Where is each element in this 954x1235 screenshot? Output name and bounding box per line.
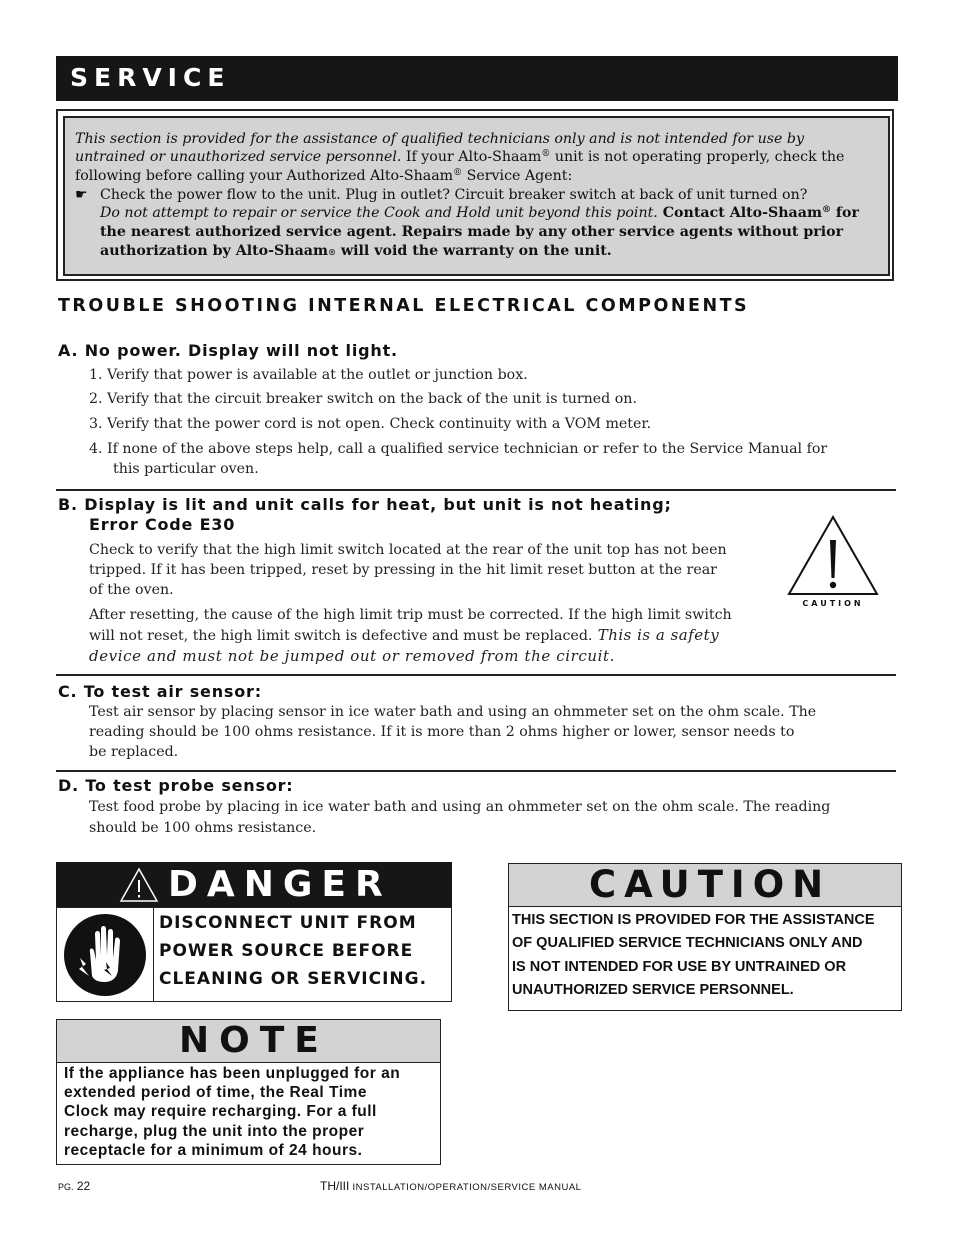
caution-line-1: THIS SECTION IS PROVIDED FOR THE ASSISTANCE	[512, 912, 875, 928]
section-b-para2-line1: After resetting, the cause of the high limit trip must be corrected. If the high limit switch	[89, 607, 732, 623]
caution-line-2: OF QUALIFIED SERVICE TECHNICIANS ONLY AND	[512, 935, 863, 951]
section-c-line-1: Test air sensor by placing sensor in ice water bath and using an ohmmeter set on the ohm scale. The	[89, 704, 817, 720]
section-a-step-1: 1. Verify that power is available at the outlet or junction box.	[89, 367, 528, 383]
intro-line-3: following before calling your Authorized Alto-Shaam® Service Agent:	[75, 168, 573, 184]
intro-line-6: the nearest authorized service agent. Repairs made by any other service agents without prior	[100, 224, 844, 240]
note-line-2: extended period of time, the Real Time	[64, 1084, 367, 1101]
section-a-heading: A. No power. Display will not light.	[58, 341, 398, 360]
section-b-heading-2: Error Code E30	[89, 515, 236, 534]
page-title: SERVICE	[70, 63, 231, 92]
section-b-para1-line3: of the oven.	[89, 582, 174, 598]
section-c-line-2: reading should be 100 ohms resistance. If it is more than 2 ohms higher or lower, sensor needs to	[89, 724, 795, 740]
section-b-para2-line3: device and must not be jumped out or removed from the circuit.	[89, 647, 616, 665]
danger-line-1: DISCONNECT UNIT FROM	[159, 913, 417, 933]
note-header	[56, 1019, 441, 1063]
section-a-step-3: 3. Verify that the power cord is not open. Check continuity with a VOM meter.	[89, 416, 652, 432]
section-b-para1-line2: tripped. If it has been tripped, reset by pressing in the hit limit reset button at the rear	[89, 562, 717, 578]
page-number: PG. 22	[58, 1179, 91, 1193]
electric-hand-icon	[62, 912, 148, 998]
caution-line-3: IS NOT INTENDED FOR USE BY UNTRAINED OR	[512, 959, 847, 975]
section-d-line-1: Test food probe by placing in ice water bath and using an ohmmeter set on the ohm scale. The reading	[89, 799, 831, 815]
note-line-3: Clock may require recharging. For a full	[64, 1103, 377, 1120]
note-line-5: receptacle for a minimum of 24 hours.	[64, 1142, 363, 1159]
danger-title: DANGER	[168, 864, 392, 905]
section-a-step-4-cont: this particular oven.	[113, 461, 259, 477]
danger-header	[56, 862, 452, 908]
section-c-line-3: be replaced.	[89, 744, 179, 760]
divider-rule	[56, 674, 896, 676]
section-b-heading: B. Display is lit and unit calls for heat, but unit is not heating;	[58, 495, 672, 514]
section-a-step-2: 2. Verify that the circuit breaker switch on the back of the unit is turned on.	[89, 391, 637, 407]
manual-title: TH/III INSTALLATION/OPERATION/SERVICE MANUAL	[320, 1179, 582, 1193]
divider-rule	[56, 770, 896, 772]
pointing-hand-icon: ☛	[75, 187, 88, 203]
note-line-1: If the appliance has been unplugged for an	[64, 1065, 401, 1082]
note-title: NOTE	[179, 1020, 329, 1061]
note-line-4: recharge, plug the unit into the proper	[64, 1123, 365, 1140]
caution-header	[508, 863, 902, 907]
intro-line-1: This section is provided for the assistance of qualified technicians only and is not intended for use by	[75, 131, 805, 147]
section-c-heading: C. To test air sensor:	[58, 682, 262, 701]
header-bar	[56, 56, 898, 101]
danger-line-2: POWER SOURCE BEFORE	[159, 941, 414, 961]
section-b-para2-line2: will not reset, the high limit switch is defective and must be replaced. This is a safety	[89, 626, 720, 644]
danger-line-3: CLEANING OR SERVICING.	[159, 969, 428, 989]
caution-title: CAUTION	[589, 863, 832, 906]
section-title: TROUBLE SHOOTING INTERNAL ELECTRICAL COMPONENTS	[58, 296, 750, 316]
caution-line-4: UNAUTHORIZED SERVICE PERSONNEL.	[512, 982, 794, 998]
intro-line-5: Do not attempt to repair or service the Cook and Hold unit beyond this point. Contact Alto-Shaam® for	[100, 205, 859, 221]
warning-triangle-icon	[119, 867, 159, 903]
section-d-line-2: should be 100 ohms resistance.	[89, 820, 317, 836]
divider-rule	[56, 489, 896, 491]
intro-line-2: untrained or unauthorized service personnel. If your Alto-Shaam® unit is not operating properly, check the	[75, 149, 845, 165]
section-d-heading: D. To test probe sensor:	[58, 776, 294, 795]
danger-divider	[153, 907, 154, 1002]
intro-line-7: authorization by Alto-Shaam® will void the warranty on the unit.	[100, 243, 612, 259]
section-b-para1-line1: Check to verify that the high limit switch located at the rear of the unit top has not been	[89, 542, 727, 558]
intro-line-4: Check the power flow to the unit. Plug in outlet? Circuit breaker switch at back of unit turned on?	[100, 187, 808, 203]
section-a-step-4: 4. If none of the above steps help, call a qualified service technician or refer to the Service Manual for	[89, 441, 828, 457]
caution-icon-label: CAUTION	[802, 599, 864, 608]
caution-triangle-icon	[786, 514, 880, 610]
